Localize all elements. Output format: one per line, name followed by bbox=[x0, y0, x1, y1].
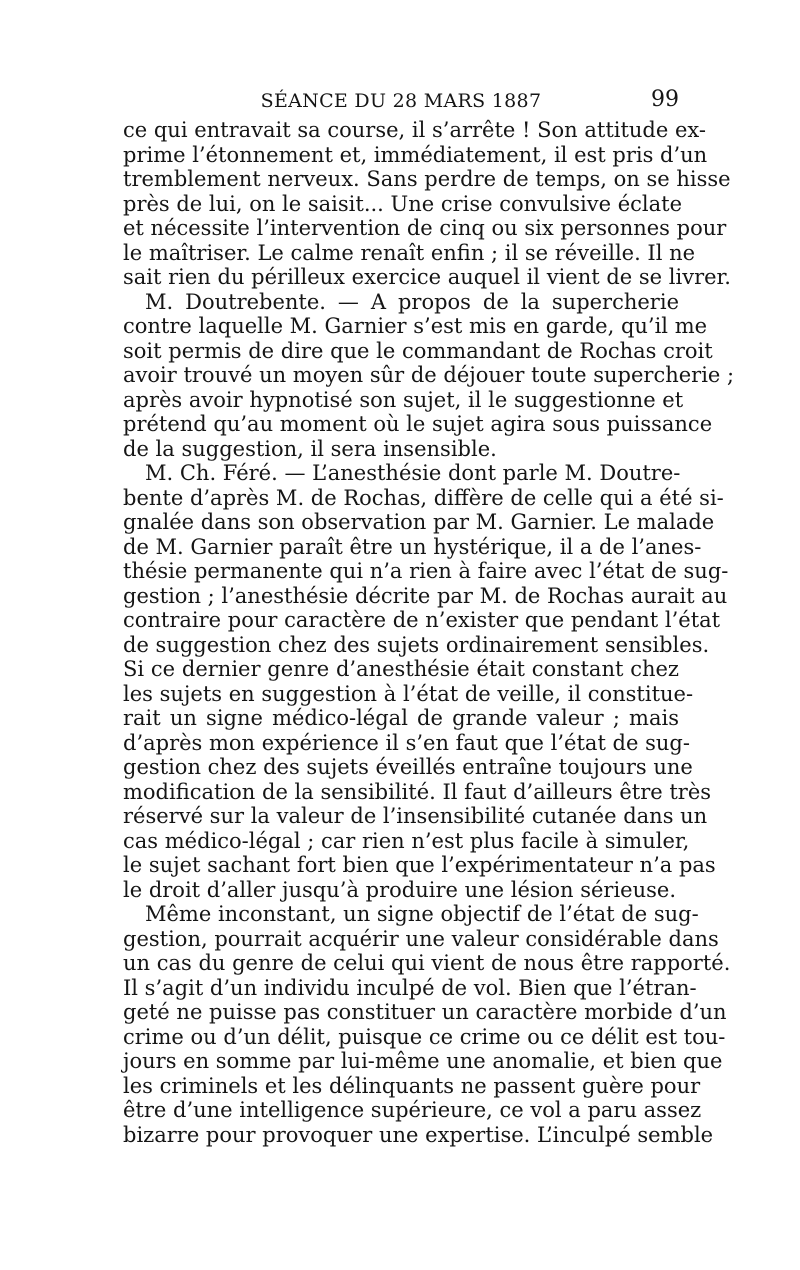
text-line: contre laquelle M. Garnier s’est mis en garde, qu’il me bbox=[123, 314, 708, 338]
text-line: près de lui, on le saisit... Une crise convulsive éclate bbox=[123, 191, 683, 216]
text-line: bizarre pour provoquer une expertise. L’inculpé semble bbox=[123, 1122, 714, 1147]
text-line: modification de la sensibilité. Il faut d’ailleurs être très bbox=[123, 779, 712, 804]
text-line: de M. Garnier paraît être un hystérique, il a de l’anes- bbox=[123, 534, 702, 559]
text-line: bente d’après M. de Rochas, diffère de celle qui a été si- bbox=[123, 485, 724, 510]
text-line: d’après mon expérience il s’en faut que l’état de sug- bbox=[123, 730, 690, 755]
running-title: SÉANCE DU 28 MARS 1887 bbox=[260, 90, 542, 112]
text-line: de suggestion chez des sujets ordinairement sensibles. bbox=[123, 632, 710, 657]
text-line: un cas du genre de celui qui vient de nous être rapporté. bbox=[123, 951, 731, 975]
text-line: M. Doutrebente. — A propos de la supercherie bbox=[145, 289, 679, 314]
text-line: contraire pour caractère de n’exister que pendant l’état bbox=[123, 608, 721, 632]
text-line: M. Ch. Féré. — L’anesthésie dont parle M. Doutre- bbox=[145, 461, 681, 485]
text-line: cas médico-légal ; car rien n’est plus facile à simuler, bbox=[123, 828, 690, 853]
text-line: gestion chez des sujets éveillés entraîne toujours une bbox=[123, 755, 693, 779]
text-line: être d’une intelligence supérieure, ce vol a paru assez bbox=[123, 1098, 702, 1122]
text-line: réservé sur la valeur de l’insensibilité cutanée dans un bbox=[123, 804, 708, 828]
text-line: Même inconstant, un signe objectif de l’état de sug- bbox=[145, 902, 699, 926]
page-number: 99 bbox=[651, 87, 679, 112]
text-line: prime l’étonnement et, immédiatement, il est pris d’un bbox=[123, 142, 708, 167]
text-line: gestion ; l’anesthésie décrite par M. de Rochas aurait au bbox=[123, 583, 728, 608]
text-line: ce qui entravait sa course, il s’arrête ! Son attitude ex- bbox=[123, 118, 706, 142]
text-line: les criminels et les délinquants ne passent guère pour bbox=[123, 1073, 701, 1098]
text-line: les sujets en suggestion à l’état de veille, il constitue- bbox=[123, 681, 694, 706]
text-line: de la suggestion, il sera insensible. bbox=[123, 436, 497, 461]
text-line: gnalée dans son observation par M. Garnier. Le malade bbox=[123, 510, 715, 534]
body-text bbox=[123, 118, 735, 1147]
text-line: thésie permanente qui n’a rien à faire avec l’état de sug- bbox=[123, 559, 729, 583]
text-line: crime ou d’un délit, puisque ce crime ou ce délit est tou- bbox=[123, 1024, 726, 1049]
text-line: le droit d’aller jusqu’à produire une lésion sérieuse. bbox=[123, 877, 677, 902]
text-line: jours en somme par lui-même une anomalie, et bien que bbox=[123, 1049, 723, 1073]
text-line: prétend qu’au moment où le sujet agira sous puissance bbox=[123, 412, 713, 436]
text-line: avoir trouvé un moyen sûr de déjouer toute supercherie ; bbox=[123, 363, 735, 387]
text-line: le maîtriser. Le calme renaît enfin ; il se réveille. Il ne bbox=[123, 240, 696, 265]
text-line: Si ce dernier genre d’anesthésie était constant chez bbox=[123, 657, 679, 681]
text-line: soit permis de dire que le commandant de Rochas croit bbox=[123, 338, 713, 363]
text-line: et nécessite l’intervention de cinq ou six personnes pour bbox=[123, 216, 727, 240]
text-line: le sujet sachant fort bien que l’expérimentateur n’a pas bbox=[123, 853, 716, 877]
text-line: après avoir hypnotisé son sujet, il le suggestionne et bbox=[123, 387, 684, 412]
text-line: rait un signe médico-légal de grande valeur ; mais bbox=[123, 706, 679, 730]
running-head bbox=[123, 84, 679, 116]
text-line: geté ne puisse pas constituer un caractère morbide d’un bbox=[123, 1000, 727, 1024]
text-line: Il s’agit d’un individu inculpé de vol. Bien que l’étran- bbox=[123, 975, 697, 1000]
text-line: gestion, pourrait acquérir une valeur considérable dans bbox=[123, 926, 719, 951]
text-line: tremblement nerveux. Sans perdre de temps, on se hisse bbox=[123, 167, 731, 191]
text-line: sait rien du périlleux exercice auquel il vient de se livrer. bbox=[123, 265, 731, 289]
